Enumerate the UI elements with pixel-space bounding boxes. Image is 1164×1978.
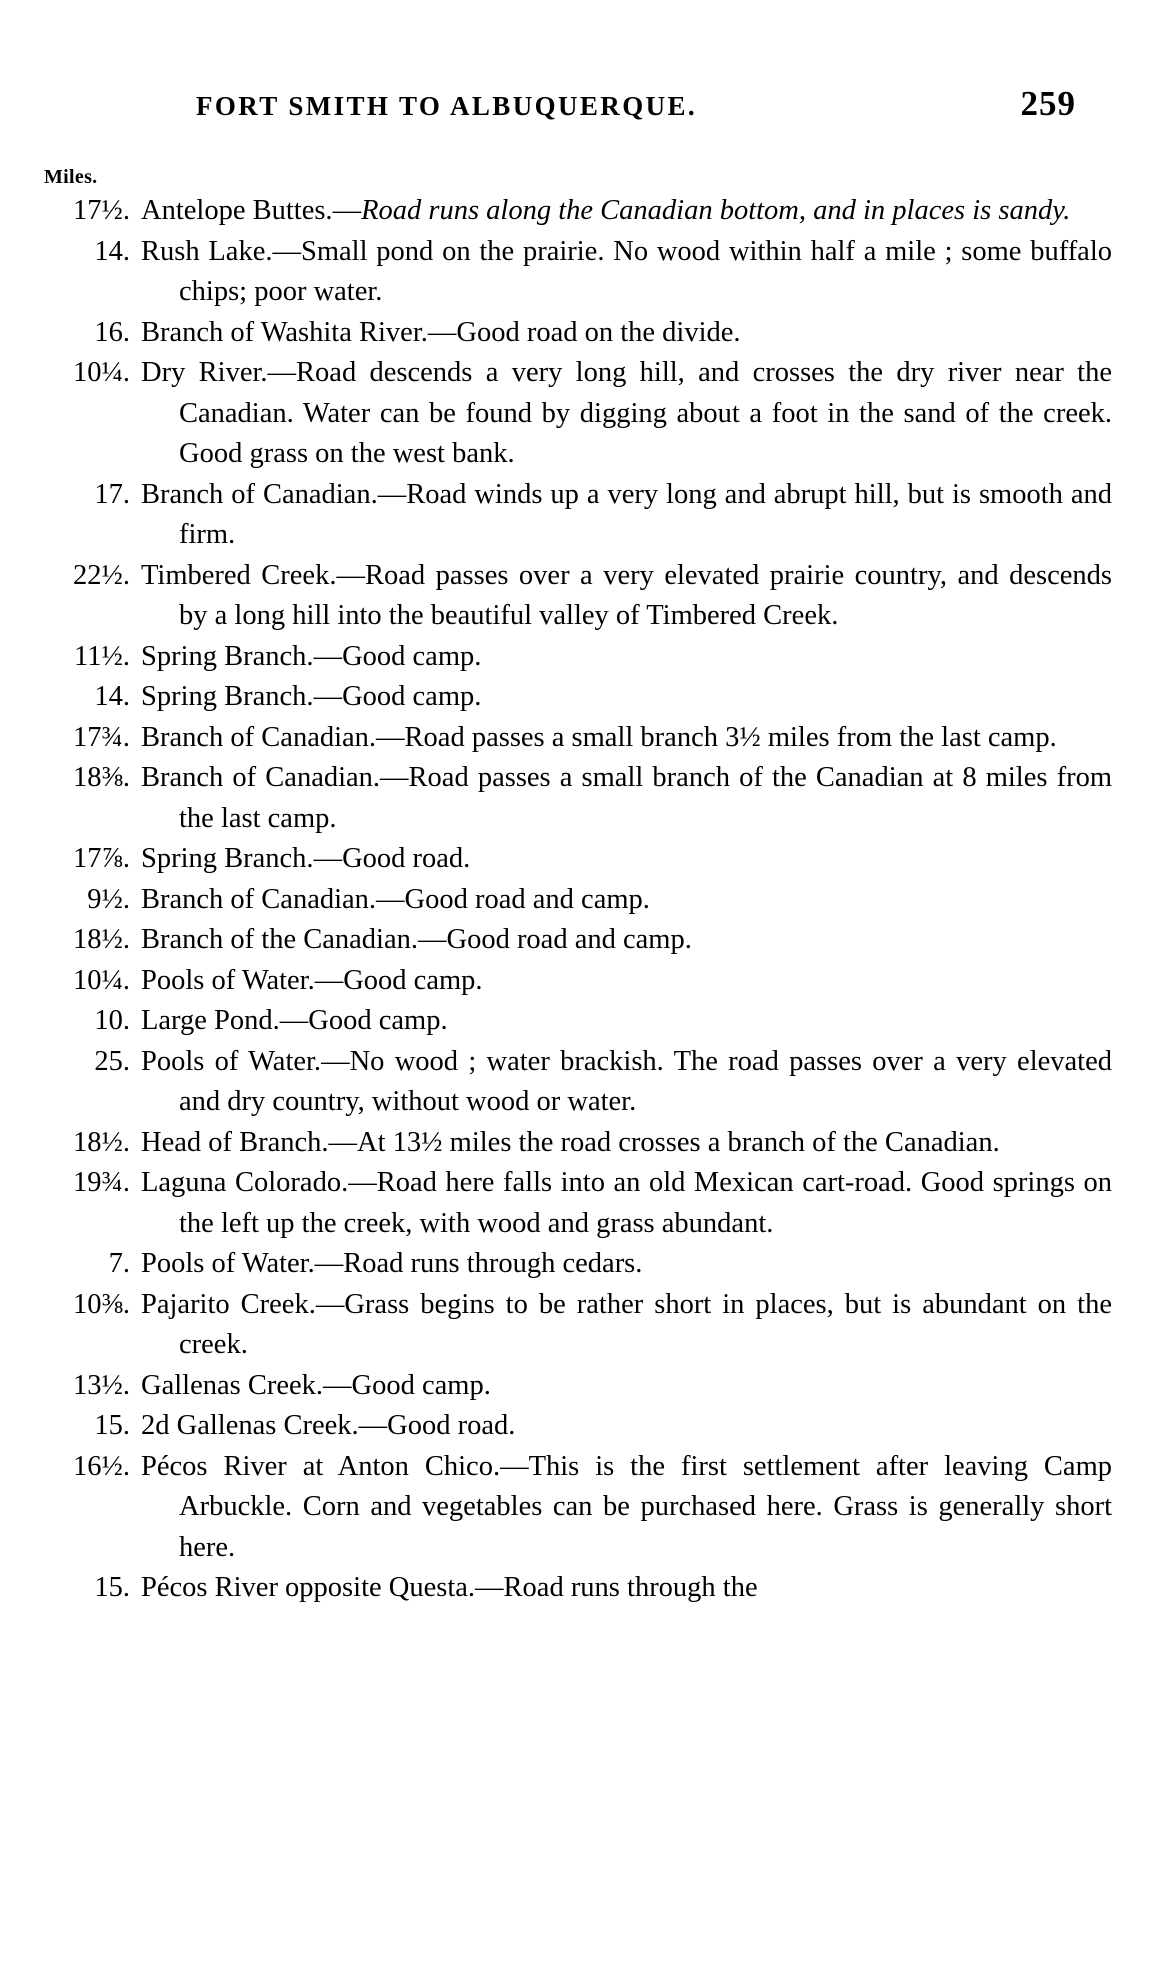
entry-place-name: Pools of Water. [141, 964, 315, 996]
entry-description: Good road. [342, 843, 471, 874]
itinerary-entry [44, 232, 1112, 313]
entry-body [141, 232, 1112, 313]
itinerary-entry [44, 920, 1112, 961]
itinerary-entry [44, 637, 1112, 678]
entry-body [141, 920, 1112, 961]
entry-body [141, 475, 1112, 556]
entry-place-name: Spring Branch. [141, 640, 314, 672]
entry-mileage: 22½. [73, 559, 130, 591]
entry-mileage: 18½. [73, 924, 130, 955]
entry-place-name: Branch of Canadian. [141, 883, 377, 915]
entry-description: Road here falls into an old Mexican cart-road. Good springs on the left up the creek, with wood and grass abundant. [179, 1167, 1112, 1239]
entry-place-name: Branch of the Canadian. [141, 924, 418, 955]
entry-dash: — [313, 843, 343, 874]
itinerary-entry [44, 556, 1112, 637]
entry-body [141, 353, 1112, 475]
entry-place-name: Timbered Creek. [141, 559, 337, 591]
page-number: 259 [1020, 84, 1076, 123]
entry-mileage: 15. [94, 1572, 130, 1603]
entry-description: Road passes a small branch 3½ miles from the last camp. [404, 721, 1057, 753]
entry-place-name: Spring Branch. [141, 681, 314, 712]
entry-place-name: Branch of Canadian. [141, 478, 378, 510]
entry-description: No wood ; water brackish. The road passes over a very elevated and dry country, without wood or water. [179, 1045, 1112, 1117]
entry-description: Road runs along the Canadian bottom, and in places is sandy. [361, 195, 1071, 226]
entry-body [141, 556, 1112, 637]
running-head: FORT SMITH TO ALBUQUERQUE. [196, 91, 698, 121]
itinerary-entry [44, 353, 1112, 475]
entry-body [141, 1366, 1112, 1407]
entry-mileage: 10¼. [73, 357, 130, 388]
itinerary-entry [44, 718, 1112, 759]
entry-description: Good camp. [308, 1005, 448, 1036]
itinerary-entry [44, 839, 1112, 880]
entry-body [141, 1001, 1112, 1042]
document-page [0, 84, 1164, 1978]
entry-description: This is the first settlement after leaving Camp Arbuckle. Corn and vegetables can be purchased here. Grass is generally short here. [179, 1450, 1112, 1563]
entry-mileage: 10¼. [73, 964, 130, 996]
entry-mileage: 7. [108, 1248, 130, 1279]
entry-place-name: Dry River. [141, 357, 268, 388]
miles-column-label: Miles. [44, 166, 98, 188]
itinerary-entry [44, 1244, 1112, 1285]
entry-description: Road runs through the [503, 1572, 758, 1603]
entry-place-name: Branch of Washita River. [141, 316, 428, 348]
itinerary-entry [44, 313, 1112, 354]
entry-description: Road descends a very long hill, and crosses the dry river near the Canadian. Water can be found by digging about a foot in the sand of the creek. Good grass on the west bank. [179, 357, 1112, 469]
entry-place-name: Rush Lake. [141, 235, 273, 267]
entry-dash: — [315, 1288, 345, 1320]
entry-place-name: Pécos River opposite Questa. [141, 1572, 476, 1603]
entry-body [141, 961, 1112, 1002]
entry-dash: — [328, 1126, 358, 1158]
itinerary-entry [44, 961, 1112, 1002]
entry-body [141, 1123, 1112, 1164]
entry-mileage: 19¾. [73, 1167, 130, 1198]
entry-description: Small pond on the prairie. No wood within half a mile ; some buffalo chips; poor water. [179, 235, 1113, 307]
entry-place-name: Spring Branch. [141, 843, 314, 874]
entry-mileage: 17¾. [73, 721, 130, 753]
entry-body [141, 1244, 1112, 1285]
entry-body [141, 677, 1112, 718]
entry-description: At 13½ miles the road crosses a branch of the Canadian. [357, 1126, 1000, 1158]
entry-body [141, 718, 1112, 759]
itinerary-entry [44, 1123, 1112, 1164]
entry-mileage: 25. [94, 1045, 130, 1077]
entry-body [141, 1163, 1112, 1244]
entry-mileage: 16½. [73, 1450, 130, 1482]
entry-place-name: Antelope Buttes. [141, 195, 333, 226]
entry-description: Road runs through cedars. [343, 1248, 643, 1279]
page-header [0, 84, 1164, 124]
entry-place-name: Gallenas Creek. [141, 1369, 324, 1401]
entry-dash: — [314, 1248, 344, 1279]
entry-place-name: Pécos River at Anton Chico. [141, 1450, 501, 1482]
entry-description: Good road and camp. [404, 883, 650, 915]
entry-mileage: 9½. [87, 883, 130, 915]
entry-description: Good road. [387, 1410, 516, 1441]
entry-dash: — [358, 1410, 388, 1441]
entry-description: Road passes over a very elevated prairie country, and descends by a long hill into the beautiful valley of Timbered Creek. [179, 559, 1112, 631]
entry-body [141, 313, 1112, 354]
entry-description: Road passes a small branch of the Canadian at 8 miles from the last camp. [179, 762, 1112, 834]
entry-description: Good camp. [342, 681, 482, 712]
entry-dash: — [376, 883, 405, 915]
entry-mileage: 13½. [73, 1369, 130, 1401]
entry-body [141, 1447, 1112, 1569]
itinerary-entry [44, 1285, 1112, 1366]
entry-description: Road winds up a very long and abrupt hill, but is smooth and firm. [179, 478, 1112, 550]
entry-dash: — [500, 1450, 529, 1482]
entry-dash: — [279, 1005, 309, 1036]
entry-body [141, 191, 1112, 232]
entry-dash: — [336, 559, 365, 591]
entry-description: Good camp. [351, 1369, 491, 1401]
entry-dash: — [332, 195, 362, 226]
entry-mileage: 15. [94, 1410, 130, 1441]
itinerary-entry [44, 1163, 1112, 1244]
entry-dash: — [323, 1369, 352, 1401]
entry-body [141, 1406, 1112, 1447]
itinerary-entry [44, 880, 1112, 921]
entry-body [141, 637, 1112, 678]
entry-place-name: Head of Branch. [141, 1126, 329, 1158]
entry-dash: — [313, 640, 343, 672]
itinerary-entry [44, 1366, 1112, 1407]
entry-mileage: 11½. [74, 640, 130, 672]
entry-description: Good road and camp. [446, 924, 692, 955]
entry-description: Grass begins to be rather short in places, but is abundant on the creek. [179, 1288, 1113, 1360]
entry-dash: — [427, 316, 457, 348]
itinerary-entry [44, 1406, 1112, 1447]
entry-mileage: 10⅜. [73, 1288, 130, 1320]
itinerary-entry [44, 1001, 1112, 1042]
entry-dash: — [314, 964, 344, 996]
entry-mileage: 16. [94, 316, 130, 348]
entry-dash: — [272, 235, 301, 267]
entry-place-name: Pools of Water. [141, 1045, 322, 1077]
itinerary-entry [44, 475, 1112, 556]
entry-body [141, 758, 1112, 839]
itinerary-entry [44, 1568, 1112, 1609]
entry-dash: — [380, 762, 409, 793]
itinerary-entry [44, 677, 1112, 718]
entry-body [141, 839, 1112, 880]
entry-mileage: 18½. [73, 1126, 130, 1158]
entry-dash: — [267, 357, 297, 388]
entry-place-name: Pools of Water. [141, 1248, 315, 1279]
entry-dash: — [376, 721, 405, 753]
entry-mileage: 17⅞. [73, 843, 130, 874]
entry-description: Good camp. [343, 964, 483, 996]
entry-dash: — [348, 1167, 377, 1198]
entry-place-name: 2d Gallenas Creek. [141, 1410, 359, 1441]
itinerary-list [0, 191, 1164, 1609]
entry-dash: — [313, 681, 343, 712]
entry-dash: — [321, 1045, 350, 1077]
entry-body [141, 1568, 1112, 1609]
entry-dash: — [417, 924, 447, 955]
entry-mileage: 14. [94, 681, 130, 712]
entry-mileage: 17½. [73, 195, 130, 226]
entry-body [141, 1042, 1112, 1123]
itinerary-entry [44, 1447, 1112, 1569]
entry-body [141, 880, 1112, 921]
entry-place-name: Branch of Canadian. [141, 762, 381, 793]
itinerary-entry [44, 758, 1112, 839]
entry-mileage: 10. [94, 1005, 130, 1036]
entry-dash: — [475, 1572, 504, 1603]
entry-place-name: Large Pond. [141, 1005, 280, 1036]
itinerary-entry [44, 1042, 1112, 1123]
itinerary-entry [44, 191, 1112, 232]
entry-mileage: 17. [94, 478, 130, 510]
entry-mileage: 14. [94, 235, 130, 267]
entry-mileage: 18⅜. [73, 762, 130, 793]
entry-place-name: Branch of Canadian. [141, 721, 377, 753]
entry-description: Good road on the divide. [456, 316, 741, 348]
entry-description: Good camp. [342, 640, 482, 672]
entry-body [141, 1285, 1112, 1366]
entry-place-name: Pajarito Creek. [141, 1288, 316, 1320]
entry-place-name: Laguna Colorado. [141, 1167, 349, 1198]
entry-dash: — [377, 478, 407, 510]
